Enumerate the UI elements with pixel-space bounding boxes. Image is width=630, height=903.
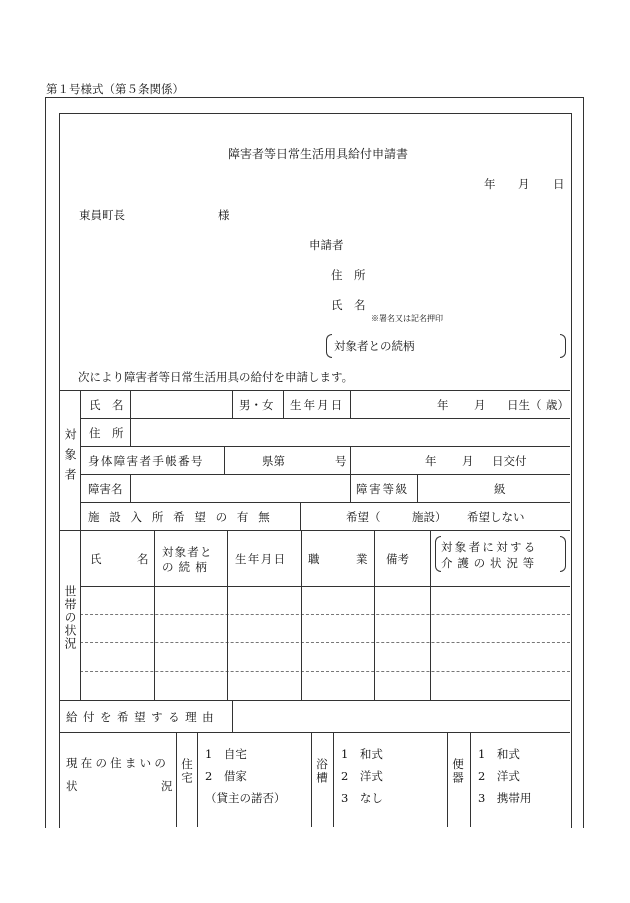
- date-day: 日: [553, 177, 565, 191]
- reason-label: 給付を希望する理由: [66, 710, 220, 724]
- addressee-name: 東員町長: [79, 208, 125, 222]
- disability-grade-label: 障害等級: [356, 482, 409, 496]
- household-header-name-a: 氏: [90, 552, 102, 566]
- household-header-relation-1: 対象者と: [162, 545, 213, 559]
- subject-dob-year: 年: [437, 398, 449, 412]
- toilet-option-3: 3 携帯用: [478, 791, 532, 805]
- applicant-relation-label: 対象者との続柄: [334, 339, 415, 353]
- subject-dob-month: 月: [474, 398, 486, 412]
- household-header-care-2: 介護の状況等: [441, 556, 539, 570]
- facility-label: 施設入所希望の有無: [88, 510, 280, 524]
- applicant-name-label: 氏 名: [331, 298, 366, 312]
- bath-option-2: 2 洋式: [341, 769, 383, 783]
- household-header-job-b: 業: [356, 552, 368, 566]
- residence-option-2: 2 借家: [205, 769, 247, 783]
- facility-wish: 希望（: [346, 510, 381, 524]
- household-section-label: 世帯の状況: [63, 585, 77, 650]
- subject-address-label: 住 所: [89, 426, 124, 440]
- facility-no: 希望しない: [467, 510, 525, 524]
- bath-option-3: 3 なし: [341, 791, 383, 805]
- bath-option-1: 1 和式: [341, 747, 383, 761]
- handbook-number-label: 号: [335, 454, 347, 468]
- subject-dob-day-age: 日生（: [507, 398, 542, 412]
- household-header-name-b: 名: [137, 552, 149, 566]
- issue-day: 日交付: [492, 454, 527, 468]
- subject-age-close: 歳）: [546, 398, 569, 412]
- care-bracket-right: [560, 536, 566, 572]
- household-header-dob: 生年月日: [235, 552, 287, 566]
- form-title: 障害者等日常生活用具給付申請書: [228, 147, 409, 161]
- facility-close: 施設）: [412, 510, 447, 524]
- housing-label-2a: 状: [66, 779, 78, 793]
- household-header-relation-2: の続柄: [162, 560, 213, 574]
- household-header-care-1: 対象者に対する: [441, 540, 538, 554]
- residence-option-1: 1 自宅: [205, 747, 247, 761]
- seal-note: ※署名又は記名押印: [371, 314, 443, 323]
- date-year: 年: [484, 177, 496, 191]
- form-number: 第１号様式（第５条関係）: [46, 82, 184, 96]
- household-header-job-a: 職: [308, 552, 320, 566]
- applicant-address-label: 住 所: [331, 268, 366, 282]
- disability-grade-unit: 級: [494, 482, 506, 496]
- subject-dob-label: 生年月日: [290, 398, 345, 412]
- intro-text: 次により障害者等日常生活用具の給付を申請します。: [78, 370, 354, 384]
- addressee-suffix: 様: [218, 208, 230, 222]
- relation-bracket-left: [326, 334, 332, 358]
- disability-name-label: 障害名: [88, 482, 123, 496]
- toilet-option-2: 2 洋式: [478, 769, 520, 783]
- subject-gender: 男・女: [239, 398, 274, 412]
- residence-option-3: （貸主の諾否）: [205, 791, 286, 805]
- toilet-label: 便器: [451, 758, 465, 785]
- household-header-note: 備考: [386, 552, 409, 566]
- relation-bracket-right: [560, 334, 566, 358]
- subject-name-label: 氏 名: [89, 398, 124, 412]
- housing-label-2b: 況: [161, 779, 173, 793]
- residence-label: 住宅: [180, 758, 194, 785]
- toilet-option-1: 1 和式: [478, 747, 520, 761]
- subject-section-label: 対象者: [63, 428, 77, 488]
- applicant-label: 申請者: [309, 238, 344, 252]
- handbook-pref-label: 県第: [262, 454, 285, 468]
- issue-year: 年: [425, 454, 437, 468]
- date-month: 月: [518, 177, 530, 191]
- bath-label: 浴槽: [315, 758, 329, 785]
- handbook-label: 身体障害者手帳番号: [88, 454, 204, 468]
- housing-label-1: 現在の住まいの: [66, 756, 170, 770]
- issue-month: 月: [462, 454, 474, 468]
